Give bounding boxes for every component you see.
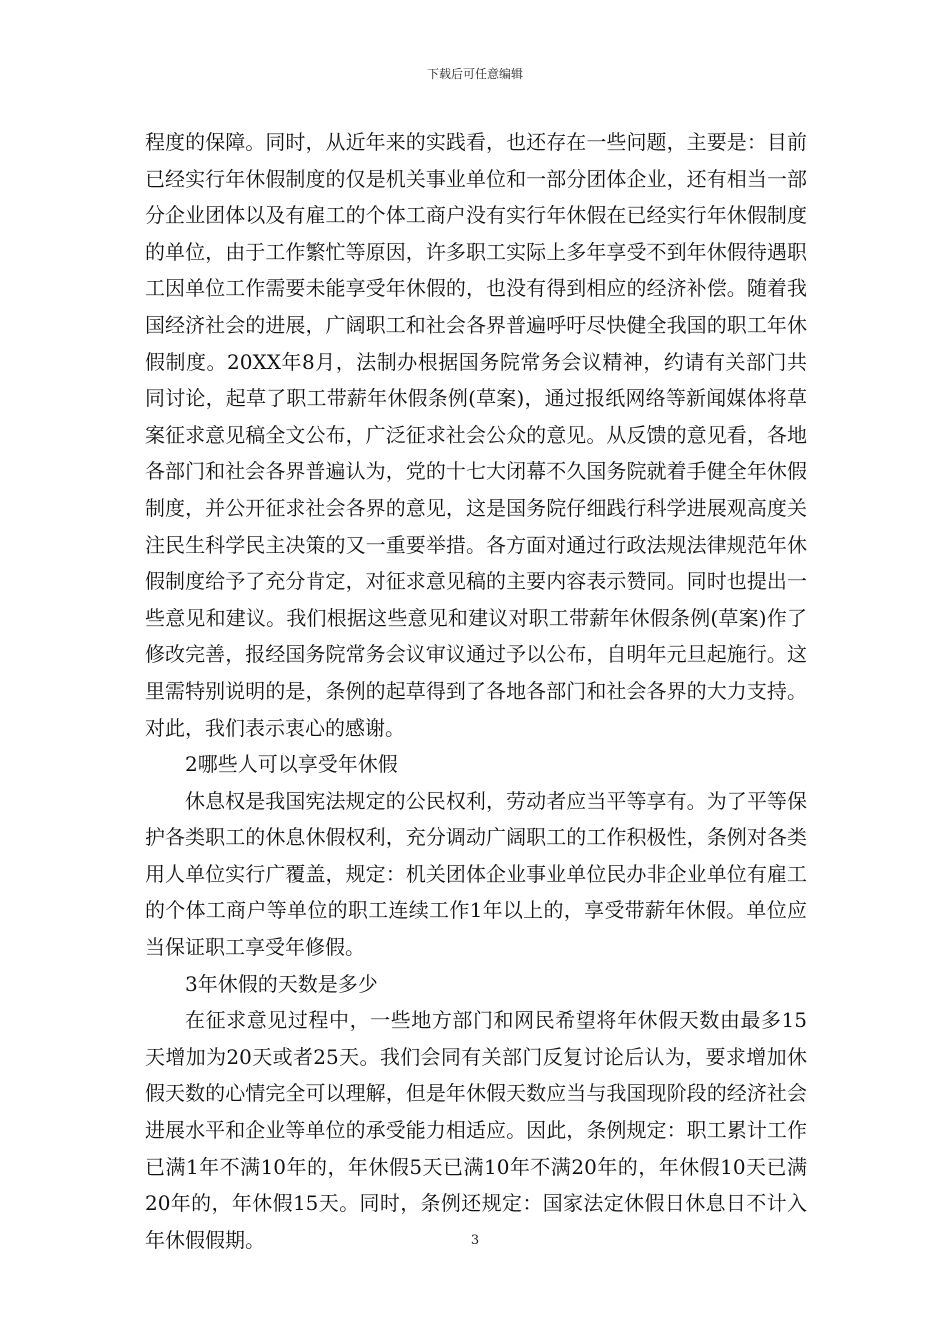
section-heading: 3年休假的天数是多少 — [185, 971, 378, 996]
section-heading: 2哪些人可以享受年休假 — [185, 752, 398, 777]
body-paragraph: 休息权是我国宪法规定的公民权利，劳动者应当平等享有。为了平等保护各类职工的休息休假权利，充分调动广阔职工的工作积极性，条例对各类用人单位实行广覆盖，规定：机关团体企业事业单位民办非企业单位有雇工的个体工商户等单位的职工连续工作1年以上的，享受带薪年休假。单位应当保证职工享受年修假。 — [145, 788, 807, 960]
page-number: 3 — [470, 1233, 480, 1248]
page-header: 下载后可任意编辑 — [426, 67, 523, 81]
document-body — [145, 124, 807, 1258]
body-paragraph: 在征求意见过程中，一些地方部门和网民希望将年休假天数由最多15天增加为20天或者25天。我们会同有关部门反复讨论后认为，要求增加休假天数的心情完全可以理解，但是年休假天数应当与我国现阶段的经济社会进展水平和企业等单位的承受能力相适应。因此，条例规定：职工累计工作已满1年不满10年的，年休假5天已满10年不满20年的，年休假10天已满20年的，年休假15天。同时，条例还规定：国家法定休假日休息日不计入年休假假期。 — [145, 1008, 807, 1252]
body-paragraph: 程度的保障。同时，从近年来的实践看，也还存在一些问题，主要是：目前已经实行年休假制度的仅是机关事业单位和一部分团体企业，还有相当一部分企业团体以及有雇工的个体工商户没有实行年休假在已经实行年休假制度的单位，由于工作繁忙等原因，许多职工实际上多年享受不到年休假待遇职工因单位工作需要未能享受年休假的，也没有得到相应的经济补偿。随着我国经济社会的进展，广阔职工和社会各界普遍呼吁尽快健全我国的职工年休假制度。20XX年8月，法制办根据国务院常务会议精神，约请有关部门共同讨论，起草了职工带薪年休假条例(草案)，通过报纸网络等新闻媒体将草案征求意见稿全文公布，广泛征求社会公众的意见。从反馈的意见看，各地各部门和社会各界普遍认为，党的十七大闭幕不久国务院就着手健全年休假制度，并公开征求社会各界的意见，这是国务院仔细践行科学进展观高度关注民生科学民主决策的又一重要举措。各方面对通过行政法规法律规范年休假制度给予了充分肯定，对征求意见稿的主要内容表示赞同。同时也提出一些意见和建议。我们根据这些意见和建议对职工带薪年休假条例(草案)作了修改完善，报经国务院常务会议审议通过予以公布，自明年元旦起施行。这里需特别说明的是，条例的起草得到了各地各部门和社会各界的大力支持。对此，我们表示衷心的感谢。 — [145, 130, 807, 740]
